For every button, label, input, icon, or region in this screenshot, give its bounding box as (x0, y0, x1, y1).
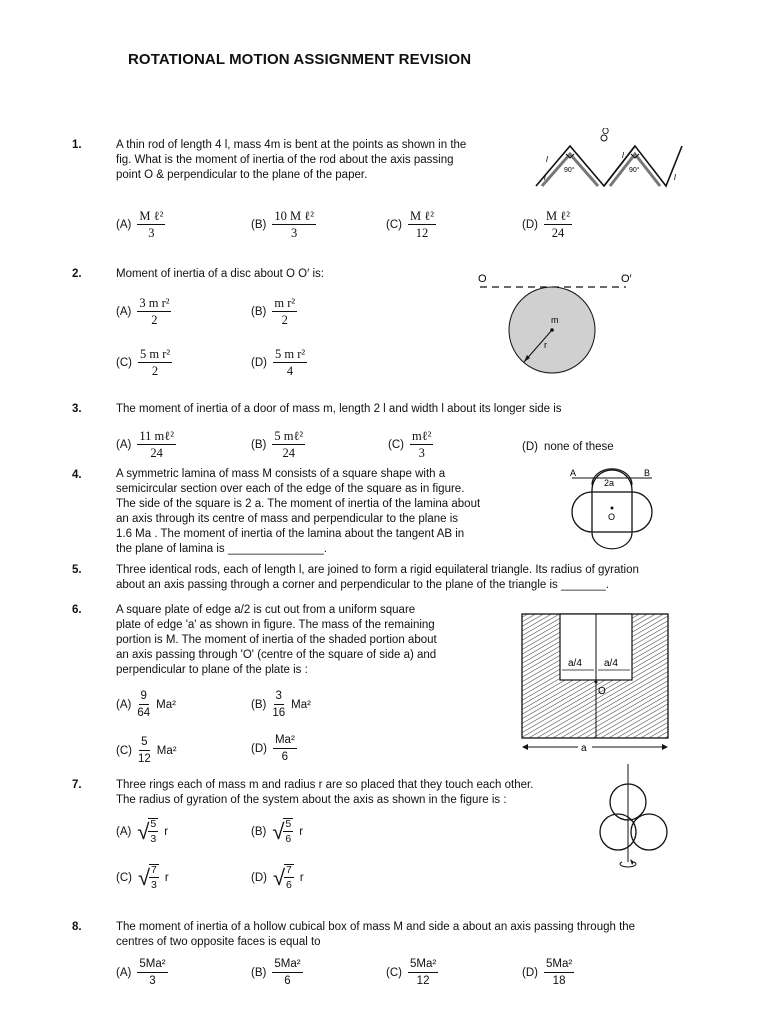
center-label: O (608, 512, 616, 522)
page-title: ROTATIONAL MOTION ASSIGNMENT REVISION (128, 51, 472, 68)
option-b[interactable]: (B) $\frac{3}{16}$ Ma² (251, 690, 311, 719)
option-a[interactable]: (A) $\frac{\text{3 m r²}}{2}$ (116, 296, 170, 327)
seg-label: l (544, 173, 546, 182)
center-label: O (598, 686, 606, 697)
question-text: Three identical rods, each of length l, are joined to form a rigid equilateral triangle. Its radius of gyration about an axis passing through a corner and perpendicular to the plane of the triangle is _______. (116, 564, 639, 591)
option-a[interactable]: (A) √ $\frac{5}{3}$ r (116, 818, 169, 845)
question-number: 6. (72, 604, 82, 616)
question-text: The moment of inertia of a hollow cubical box of mass M and side a about an axis passing through the centres of two opposite faces is equal to (116, 921, 636, 948)
option-b[interactable]: (B) √ $\frac{5}{6}$ r (251, 818, 304, 845)
option-d[interactable]: (D) $\frac{\text{Ma²}}{6}$ (251, 734, 295, 763)
left-width-label: a/4 (568, 658, 582, 669)
question-text: A thin rod of length 4 l, mass 4m is bent at the points as shown in the fig. What is the moment of inertia of the rod about the axis passing point O & perpendicular to the plane of the paper. (116, 139, 467, 181)
option-d[interactable]: (D) $\frac{\text{5Ma²}}{18}$ (522, 958, 573, 987)
option-a[interactable]: (A) $\frac{\text{5Ma²}}{3}$ (116, 958, 166, 987)
question-text: The moment of inertia of a door of mass m, length 2 l and width l about its longer side is (116, 403, 562, 415)
option-b[interactable]: (B) $\frac{\text{5 mℓ²}}{24}$ (251, 429, 304, 460)
option-a[interactable]: (A) $\frac{\text{M ℓ²}}{3}$ (116, 209, 164, 240)
edge-label: a (581, 743, 587, 754)
side-label: 2a (604, 478, 615, 488)
option-c[interactable]: (C) $\frac{\text{5 m r²}}{2}$ (116, 347, 171, 378)
option-c[interactable]: (C) $\frac{\text{5Ma²}}{12}$ (386, 958, 437, 987)
option-a[interactable]: (A) $\frac{\text{11 mℓ²}}{24}$ (116, 429, 174, 460)
question-text: A square plate of edge a/2 is cut out from a uniform square plate of edge 'a' as shown in figure. The mass of the remaining portion is M. The moment of inertia of the shaded portion about an axis passing through 'O' (centre of the square of side a) and perpendicular to plane of the plate is : (116, 604, 437, 676)
lamina-figure (560, 466, 670, 566)
question-number: 8. (72, 921, 82, 933)
question-text: A symmetric lamina of mass M consists of a square shape with a semicircular section over each of the edge of the square as in figure. The side of the square is 2 a. The moment of inertia of the lamina about an axis through its centre of mass and perpendicular to the plane is 1.6 Ma . The moment of inertia of the lamina about the tangent AB in the plane of lamina is _______________. (116, 468, 481, 555)
bent-rod-figure (530, 128, 690, 196)
question-text: Three rings each of mass m and radius r are so placed that they touch each other. The radius of gyration of the system about the axis as shown in the figure is : (116, 779, 534, 806)
option-c[interactable]: (C) √ $\frac{7}{3}$ r (116, 864, 169, 891)
square-plate-figure (518, 610, 673, 756)
question-number: 2. (72, 268, 82, 280)
question-text: Moment of inertia of a disc about O O′ is: (116, 268, 324, 280)
question-number: 3. (72, 403, 82, 415)
point-a-label: A (570, 468, 577, 478)
disc-figure (474, 270, 639, 380)
option-a[interactable]: (A) $\frac{9}{64}$ Ma² (116, 690, 176, 719)
angle-label-right: 90° (629, 167, 640, 174)
mass-label: m (551, 315, 559, 325)
option-d[interactable]: (D) $\frac{\text{5 m r²}}{4}$ (251, 347, 306, 378)
question-number: 4. (72, 469, 82, 481)
point-b-label: B (644, 468, 651, 478)
o-left-label: O (478, 273, 487, 285)
question-number: 7. (72, 779, 82, 791)
option-c[interactable]: (C) $\frac{5}{12}$ Ma² (116, 736, 177, 765)
option-b[interactable]: (B) $\frac{\text{10 M ℓ²}}{3}$ (251, 209, 314, 240)
option-d[interactable]: (D) none of these (522, 441, 614, 453)
option-d[interactable]: (D) $\frac{\text{M ℓ²}}{24}$ (522, 209, 570, 240)
o-right-label: O′ (621, 273, 632, 285)
option-c[interactable]: (C) $\frac{\text{mℓ²}}{3}$ (388, 429, 432, 460)
seg-label: l (622, 151, 624, 160)
radius-label: r (544, 340, 547, 350)
point-o-label: O (602, 128, 610, 136)
question-number: 5. (72, 564, 82, 576)
seg-label: l (674, 173, 676, 182)
three-rings-figure (594, 762, 674, 872)
right-width-label: a/4 (604, 658, 618, 669)
option-b[interactable]: (B) $\frac{\text{m r²}}{2}$ (251, 296, 296, 327)
option-c[interactable]: (C) $\frac{\text{M ℓ²}}{12}$ (386, 209, 434, 240)
seg-label: l (546, 155, 548, 164)
option-d[interactable]: (D) √ $\frac{7}{6}$ r (251, 864, 304, 891)
option-b[interactable]: (B) $\frac{\text{5Ma²}}{6}$ (251, 958, 301, 987)
angle-label-left: 90° (564, 167, 575, 174)
question-number: 1. (72, 139, 82, 151)
